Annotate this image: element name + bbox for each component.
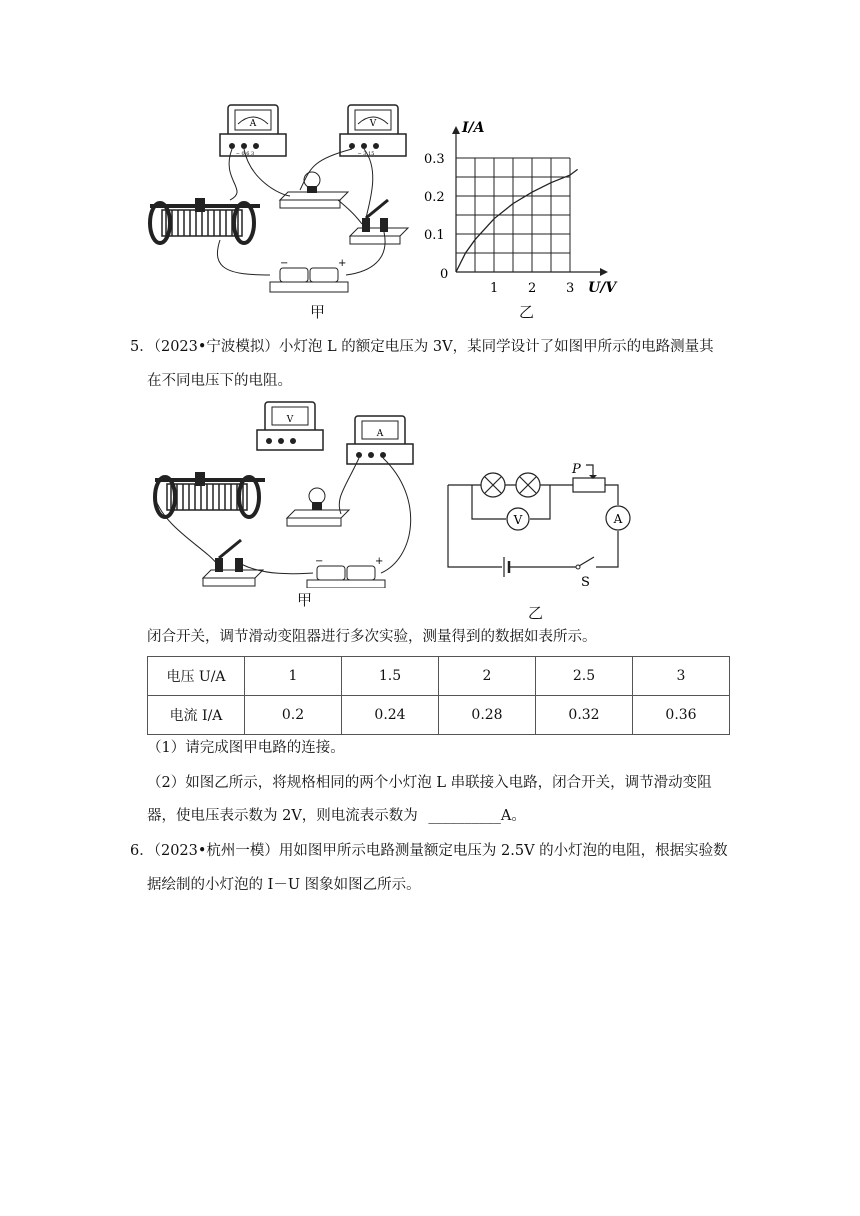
- x-axis-label: U/V: [588, 280, 617, 296]
- battery-icon: [307, 566, 385, 588]
- q5-sub1: （1）请完成图甲电路的连接。: [147, 740, 345, 756]
- table-cell: 0.24: [342, 696, 439, 735]
- q5-sub2-text-b: A。: [500, 808, 526, 824]
- voltmeter-letter: V: [286, 415, 294, 425]
- figure2-label-right: 乙: [528, 604, 544, 622]
- battery-plus: +: [375, 556, 384, 567]
- iu-chart: [420, 112, 620, 302]
- iu-curve-line: [456, 169, 578, 272]
- ammeter-letter: A: [249, 119, 257, 129]
- voltmeter-letter: V: [369, 119, 377, 129]
- figure1-label-left: 甲: [310, 303, 326, 321]
- figure2-apparatus: [145, 398, 430, 588]
- q5-sub2-text-a: 器，使电压表示数为 2V，则电流表示数为: [147, 808, 418, 824]
- q5-intro: 闭合开关，调节滑动变阻器进行多次实验，测量得到的数据如表所示。: [147, 629, 597, 645]
- figure1-label-right: 乙: [519, 303, 535, 321]
- table-cell: 1: [245, 657, 342, 696]
- rheostat-label-p: P: [572, 462, 581, 477]
- switch-icon: [350, 200, 408, 244]
- y-axis-arrow: [452, 126, 460, 134]
- table-cell: 0.32: [536, 696, 633, 735]
- battery-minus: −: [280, 258, 289, 269]
- switch-label-s: S: [581, 575, 590, 590]
- figure2-label-left: 甲: [297, 591, 313, 609]
- origin-label: 0: [440, 267, 449, 282]
- voltmeter-icon: [340, 105, 406, 156]
- table-cell: 0.28: [439, 696, 536, 735]
- table-row: [148, 657, 730, 696]
- x-axis-arrow: [600, 268, 608, 276]
- q5-sub2-line1: （2）如图乙所示，将规格相同的两个小灯泡 L 串联接入电路，闭合开关，调节滑动变阻: [147, 775, 712, 791]
- table-cell: 3: [633, 657, 730, 696]
- q5-line2: 在不同电压下的电阻。: [147, 373, 292, 389]
- ammeter-icon: [347, 416, 413, 464]
- answer-blank[interactable]: __________: [428, 808, 501, 824]
- table-cell: 0.2: [245, 696, 342, 735]
- q5-line1: 5．（2023•宁波模拟）小灯泡 L 的额定电压为 3V，某同学设计了如图甲所示的电路测量其: [130, 339, 714, 355]
- ammeter-icon: [220, 105, 286, 156]
- figure1-apparatus: [140, 100, 420, 300]
- voltmeter-terminal-label: − 3 15: [357, 151, 375, 157]
- table-header-current: 电流 I/A: [148, 696, 245, 735]
- y-tick-label: 0.1: [424, 228, 445, 243]
- q6-line1: 6．（2023•杭州一模）用如图甲所示电路测量额定电压为 2.5V 的小灯泡的电阻，根据实验数: [130, 843, 728, 859]
- battery-plus: +: [338, 258, 347, 269]
- voltmeter-symbol-label: V: [513, 513, 523, 527]
- battery-icon: [270, 268, 348, 292]
- lamp-symbol-1: [481, 473, 505, 497]
- y-axis-label: I/A: [462, 120, 485, 136]
- rheostat-icon: [155, 472, 265, 517]
- table-cell: 2: [439, 657, 536, 696]
- voltmeter-icon: [257, 402, 323, 450]
- switch-icon: [203, 540, 263, 586]
- wire: [155, 458, 411, 574]
- q6-line2: 据绘制的小灯泡的 I－U 图象如图乙所示。: [147, 877, 421, 893]
- ammeter-terminal-label: − 0.6 3: [235, 151, 255, 157]
- q5-sub2-line2: [147, 806, 526, 826]
- ammeter-letter: A: [376, 429, 384, 439]
- lamp-symbol-2: [516, 473, 540, 497]
- rheostat-icon: [150, 198, 260, 243]
- circuit-diagram: [438, 455, 638, 590]
- table-cell: 0.36: [633, 696, 730, 735]
- bulb-icon: [280, 172, 348, 208]
- x-tick-label: 2: [528, 281, 537, 296]
- switch-symbol: [576, 557, 594, 569]
- table-header-voltage: 电压 U/A: [148, 657, 245, 696]
- table-cell: 1.5: [342, 657, 439, 696]
- y-tick-label: 0.3: [424, 152, 445, 167]
- table-row: [148, 696, 730, 735]
- x-tick-label: 1: [490, 281, 499, 296]
- ammeter-symbol-label: A: [613, 512, 623, 526]
- x-tick-label: 3: [566, 281, 575, 296]
- battery-symbol: [504, 557, 509, 577]
- table-cell: 2.5: [536, 657, 633, 696]
- y-tick-label: 0.2: [424, 190, 445, 205]
- battery-minus: −: [315, 556, 324, 567]
- data-table: [147, 656, 730, 735]
